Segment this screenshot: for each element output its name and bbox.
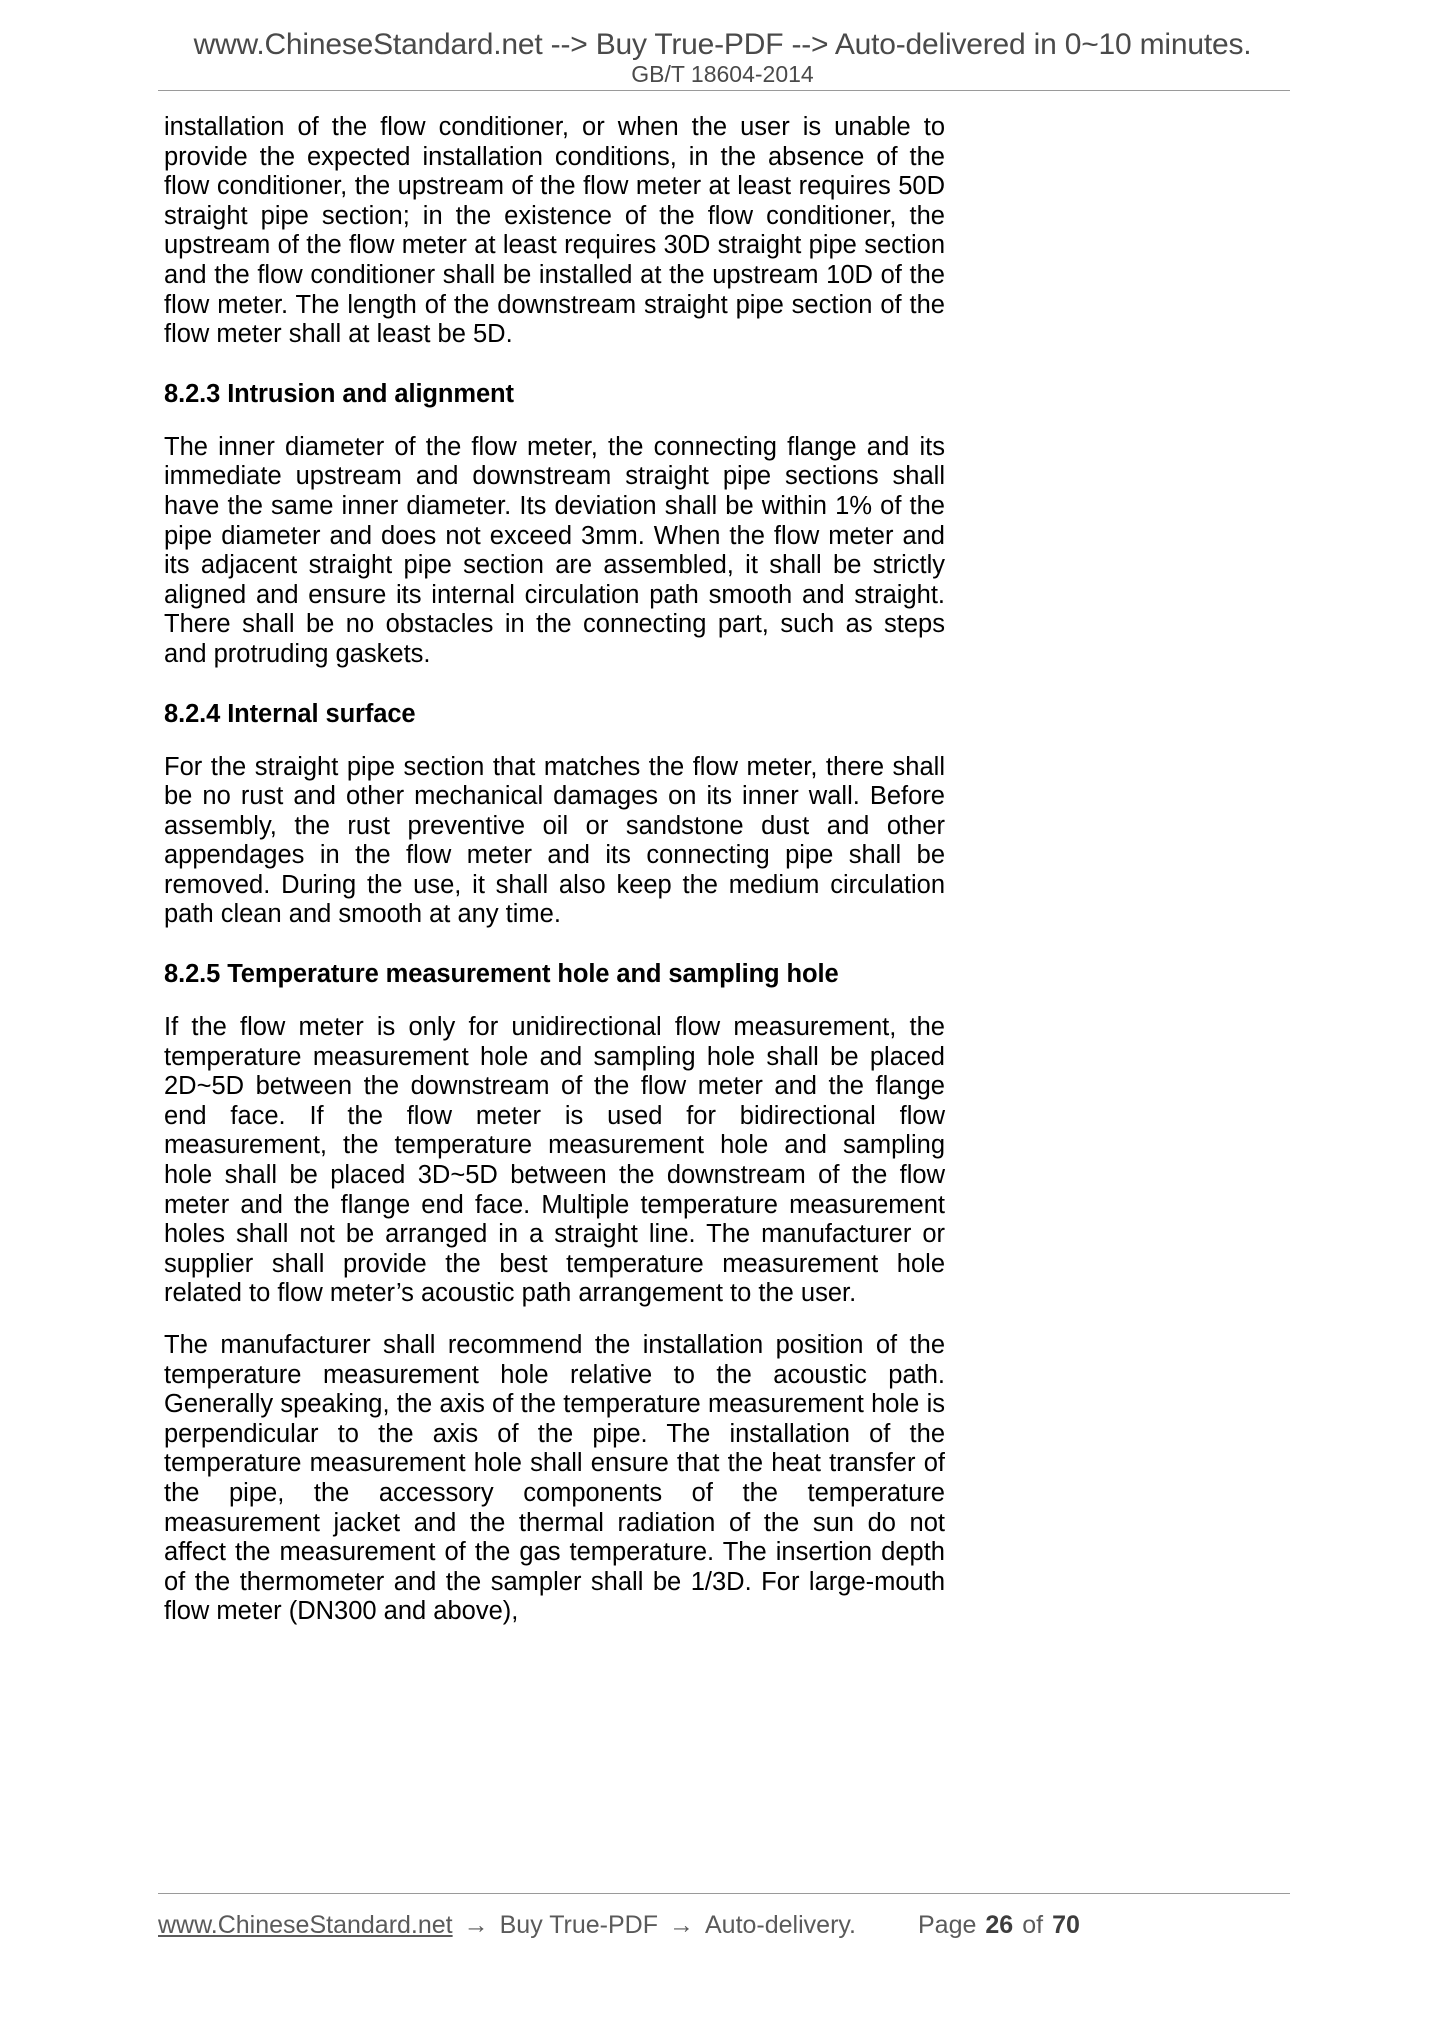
page-footer [158,1908,1290,1942]
document-body [164,113,945,1627]
of-label: of [1022,1911,1044,1939]
right-arrow-icon-2: → [669,1911,694,1939]
paragraph-internal-surface: For the straight pipe section that matches the flow meter, there shall be no rust and other mechanical damages on its inner wall. Before assembly, the rust preventive oil or sandstone dust and other appendages in the flow meter and its connecting pipe shall be removed. During the use, it shall also keep the medium circulation path clean and smooth at any time. [164,752,945,929]
paragraph-continuation: installation of the flow conditioner, or when the user is unable to provide the expected installation conditions, in the absence of the flow conditioner, the upstream of the flow meter at least requires 50D straight pipe section; in the existence of the flow conditioner, the upstream of the flow meter at least requires 30D straight pipe section and the flow conditioner shall be installed at the upstream 10D of the flow meter. The length of the downstream straight pipe section of the flow meter shall at least be 5D. [164,113,945,349]
header-standard-number: GB/T 18604-2014 [631,61,814,87]
section-heading-8-2-4: 8.2.4 Internal surface [164,699,416,728]
footer-divider [158,1893,1290,1894]
section-heading-8-2-5: 8.2.5 Temperature measurement hole and sampling hole [164,960,839,989]
total-page-count: 70 [1052,1911,1080,1939]
right-arrow-icon: → [463,1911,489,1939]
footer-site-link[interactable]: www.ChineseStandard.net [158,1911,453,1939]
page-header [0,26,1445,88]
paragraph-temperature-hole-placement: If the flow meter is only for unidirectional flow measurement, the temperature measurement hole and sampling hole shall be placed 2D~5D between the downstream of the flow meter and the flange end face. If the flow meter is used for bidirectional flow measurement, the temperature measurement hole and sampling hole shall be placed 3D~5D between the downstream of the flow meter and the flange end face. Multiple temperature measurement holes shall not be arranged in a straight line. The manufacturer or supplier shall provide the best temperature measurement hole related to flow meter’s acoustic path arrangement to the user. [164,1013,945,1308]
current-page-number: 26 [985,1911,1014,1939]
paragraph-intrusion-alignment: The inner diameter of the flow meter, the connecting flange and its immediate upstream and downstream straight pipe sections shall have the same inner diameter. Its deviation shall be within 1% of the pipe diameter and does not exceed 3mm. When the flow meter and its adjacent straight pipe section are assembled, it shall be strictly aligned and ensure its internal circulation path smooth and straight. There shall be no obstacles in the connecting part, such as steps and protruding gaskets. [164,432,945,668]
footer-buy-text: Buy True-PDF [499,1911,658,1939]
footer-promo-group [158,1908,856,1942]
page-label: Page [918,1911,977,1939]
page-number-group [918,1908,1080,1942]
footer-delivery-text: Auto-delivery. [705,1911,856,1939]
header-divider [158,90,1290,91]
paragraph-temperature-hole-installation: The manufacturer shall recommend the installation position of the temperature measurement hole relative to the acoustic path. Generally speaking, the axis of the temperature measurement hole is perpendicular to the axis of the pipe. The installation of the temperature measurement hole shall ensure that the heat transfer of the pipe, the accessory components of the temperature measurement jacket and the thermal radiation of the sun do not affect the measurement of the gas temperature. The insertion depth of the thermometer and the sampler shall be 1/3D. For large-mouth flow meter (DN300 and above), [164,1331,945,1626]
section-heading-8-2-3: 8.2.3 Intrusion and alignment [164,379,514,408]
header-promo-text: www.ChineseStandard.net --> Buy True-PDF --> Auto-delivered in 0~10 minutes. [193,28,1252,61]
